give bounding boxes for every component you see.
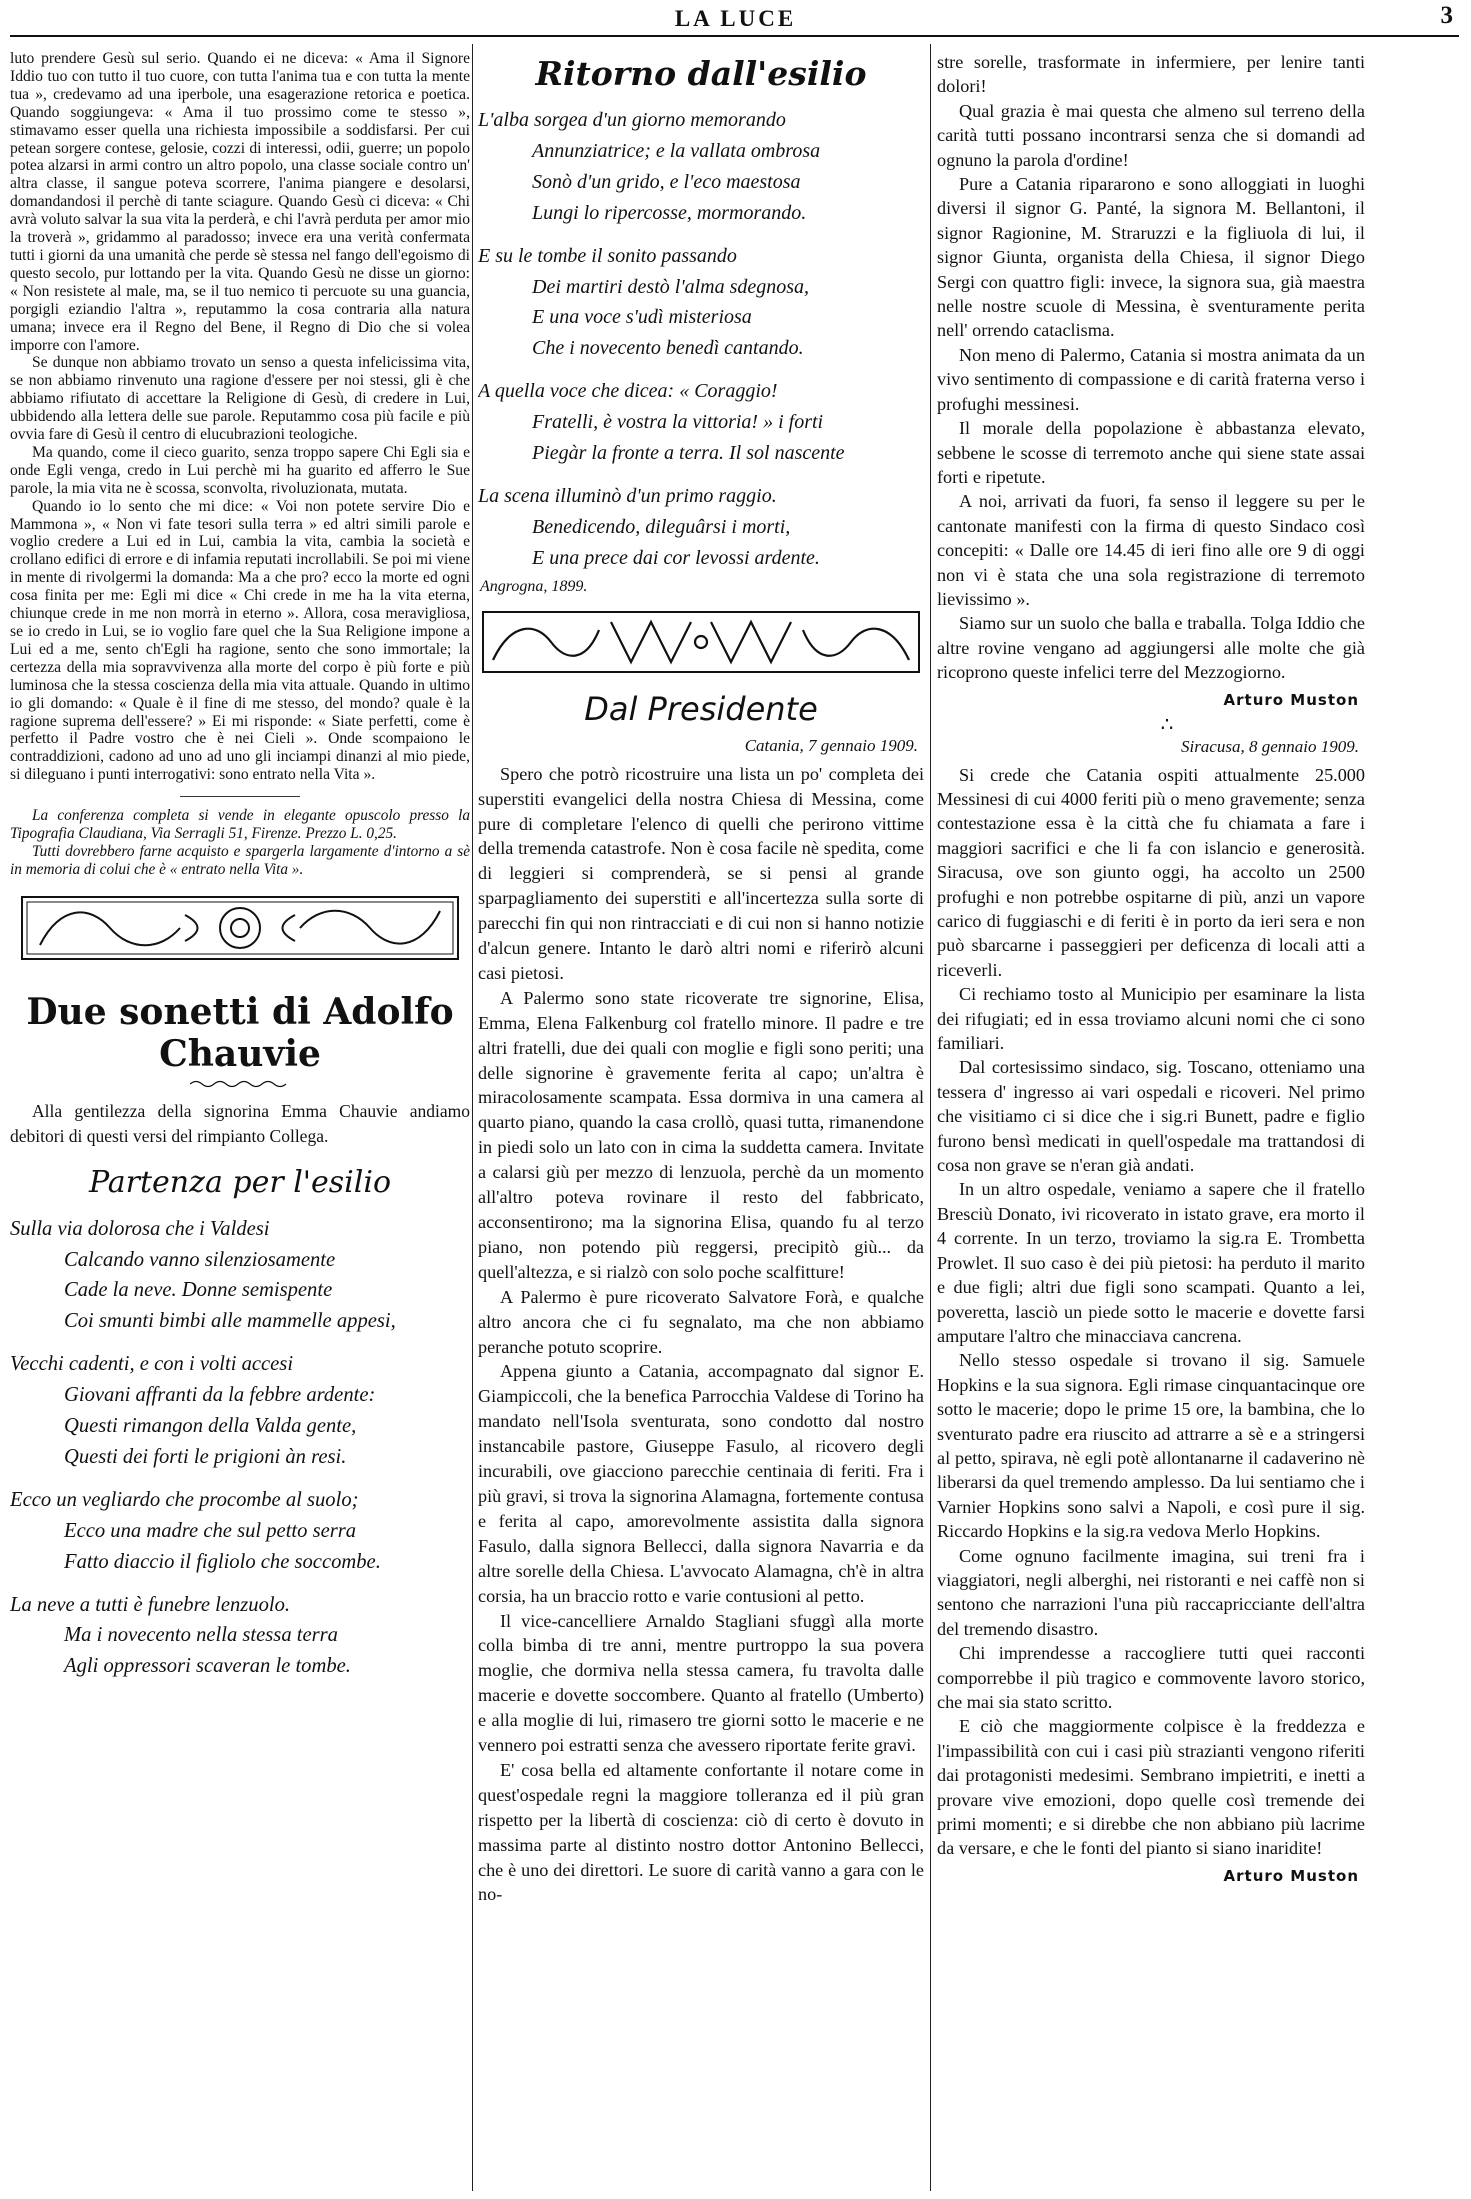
stanza [10, 1590, 470, 1683]
paragraph: Il morale della popolazione è abbastanza elevato, sebbene le scosse di terremoto anche qui siene state assai forti e ripetute. [937, 418, 1365, 487]
paragraph: Quando io lo sento che mi dice: « Voi non potete servire Dio e Mammona », « Non vi fate tesori sulla terra » ed altri simili parole e voglio credere a Lui ed in Lui, cambia la vita, cambia la società e crollano edifici di errore e di infamia reputati incrollabili. Se poi mi viene in mente di rivolgermi la domanda: Ma a che pro? ecco la morte ed ogni cosa finita per me: Egli mi dice « Chi crede in me ha la vita eterna, chiunque crede in me non morrà in eterno ». Allora, cosa meravigliosa, se io credo in Lui, se io voglio fare quel che la Sua Religione impone a Lui ed a me, sento ch'Egli ha ragione, sento che sono immortale; la certezza della mia sopravvivenza alla morte del corpo è più forte e più luminosa che la stessa coscienza della mia vita attuale. Quando in ultimo io gli domando: « Quale è il fine di me stesso, del mondo? quale è la ragione suprema dell'essere? » Ei mi risponde: « Siate perfetti, come è perfetto il Padre vostro che è nei Cieli ». Onde scompaiono le contraddizioni, cadono ad uno ad uno gli inciampi dinanzi al mio piede, si dileguano i punti interrogativi: sono entrato nella Vita ». [10, 497, 470, 784]
sonnets-title: Due sonetti di Adolfo Chauvie [26, 990, 454, 1075]
verse-line: Ecco un vegliardo che procombe al suolo; [10, 1488, 359, 1511]
header-rule [10, 35, 1459, 37]
paragraph: Pure a Catania ripararono e sono alloggiati in luoghi diversi il signor G. Panté, la signora M. Bellantoni, il signor Ragionine, M. Straruzzi e la figliuola di lui, il signor Giunta, organista della Chiesa, il signor Diego Sergi con quattro figli: invece, la signora sua, già maestra nelle nostre scuole di Messina, è sventuramente perita nell' orrendo cataclisma. [937, 174, 1365, 341]
publication-note: Tutti dovrebbero farne acquisto e spargerla largamente d'intorno a sè in memoria di colui che è « entrato nella Vita ». [10, 842, 470, 878]
verse-line: Annunziatrice; e la vallata ombrosa [532, 139, 821, 162]
page-header [0, 0, 1471, 44]
paragraph: Dal cortesissimo sindaco, sig. Toscano, otteniamo una tessera d' ingresso ai vari ospedali e ricoveri. Nel primo che visitiamo ci si dice che i sig.ri Bunett, padre e figlio furono bensì medicati in quell'ospedale ma trattandosi di cosa non grave se n'eran già andati. [937, 1057, 1365, 1176]
paragraph: E ciò che maggiormente colpisce è la freddezza e l'impassibilità con cui i casi più strazianti vengono riferiti dai protagonisti medesimi. Sembrano impietriti, e inetti a provare vive emozioni, dopo quelle così tremende dei primi momenti; e si direbbe che non abbiano più lacrime da versare, e che le fonti del pianto si siano inaridite! [937, 1716, 1365, 1859]
paragraph: Spero che potrò ricostruire una lista un po' completa dei superstiti evangelici della nostra Chiesa di Messina, come pure di completare l'elenco di quelli che perirono vittime della tremenda catastrofe. Non è cosa facile nè spedita, come di leggieri si comprenderà, se si pensi al grande sparpagliamento dei superstiti e all'incertezza sulla sorte di parecchi fin qui non rintracciati e di cui non si hanno notizie d'alcun genere. Intanto le darò altri nomi e riferirò alcuni casi pietosi. [478, 763, 924, 983]
page-number: 3 [1440, 2, 1453, 29]
verse-line: E su le tombe il sonito passando [478, 244, 737, 267]
verse-line: La neve a tutti è funebre lenzuolo. [10, 1593, 291, 1616]
paragraph: A noi, arrivati da fuori, fa senso il leggere su per le cantonate manifesti con la firma di questo Sindaco così concepiti: « Dalle ore 14.45 di ieri fino alle ore 9 di oggi non vi è stata che una sola registrazione di terremoto lievissimo ». [937, 491, 1365, 609]
verse-line: Fratelli, è vostra la vittoria! » i forti [532, 411, 824, 434]
column-rule-2 [930, 44, 931, 2191]
column-1 [10, 50, 470, 1694]
signature: Arturo Muston [1223, 1866, 1359, 1885]
paragraph: Siamo sur un suolo che balla e traballa. Tolga Iddio che altre rovine vengano ad aggiungersi alle molte che già ricoprono queste infelici terre del Mezzogiorno. [937, 613, 1365, 683]
section-title: Dal Presidente [584, 689, 818, 728]
paragraph: Ma quando, come il cieco guarito, senza troppo sapere Chi Egli sia e onde Egli venga, credo in Lui perchè mi ha guarito ed afferro le Sue parole, la mia vita ne è scossa, sconvolta, rivoluzionata, mutata. [10, 443, 470, 497]
masthead: LA LUCE [674, 6, 797, 31]
stanza [478, 481, 924, 574]
dateline: Catania, 7 gennaio 1909. [744, 735, 918, 755]
column-rule-1 [472, 44, 473, 2191]
paragraph: A Palermo è pure ricoverato Salvatore Forà, e qualche altro ancora che ci fu segnalato, ma che non abbiamo peranche potuto scoprire. [478, 1286, 924, 1357]
stanza [478, 105, 924, 229]
paragraph: E' cosa bella ed altamente confortante il notare come in quest'ospedale regni la maggiore tolleranza ed il più gran rispetto per la libertà di coscienza: ciò di certo è dovuto in massima parte al distinto nostro dottor Antonino Bellecci, che è uno dei direttori. Le suore di carità vanno a gara con le no- [478, 1759, 924, 1905]
verse-line: Giovani affranti da la febbre ardente: [64, 1384, 376, 1407]
verse-line: Cade la neve. Donne semispente [64, 1279, 333, 1302]
verse-line: Sulla via dolorosa che i Valdesi [10, 1217, 270, 1240]
paragraph: A Palermo sono state ricoverate tre signorine, Elisa, Emma, Elena Falkenburg col fratello minore. Il padre e tre altri fratelli, due dei quali con moglie e figli sono periti; una delle signorine è gravemente ferita al capo; un'altra è miracolosamente scampata. Essa dormiva in una camera al quarto piano, quando la casa crollò, quasi tutta, rimanendone in piedi solo un lato con in cima la suddetta camera. Invitate a calarsi giù per mezzo di lenzuola, perchè da un momento all'altro poteva rovinare il resto del fabbricato, acconsentirono; ma la signorina Elisa, quando fu al terzo piano, non potendo più reggersi, precipitò giù... da quell'altezza, e si rialzò con solo poche scalfitture! [478, 987, 924, 1282]
short-rule [180, 796, 300, 797]
paragraph: Il vice-cancelliere Arnaldo Stagliani sfuggì alla morte colla bimba di tre anni, mentre purtroppo la sua povera moglie, che dormiva nella stessa camera, fu travolta dalle macerie e dovette soccombere. Quanto al fratello (Umberto) e alla moglie di lui, rimasero tre giorni sotto le macerie e ne vennero poi estratti senza che avessero riportate ferite gravi. [478, 1610, 924, 1756]
stanza [478, 376, 924, 469]
column-3 [937, 50, 1365, 1885]
paragraph: In un altro ospedale, veniamo a sapere che il fratello Bresciù Donato, ivi ricoverato in istato grave, era morto il 4 corrente. In un terzo, troviamo la sig.ra E. Trombetta Prowlet. Il suo caso è dei più pietosi: ha perduto il marito e due figli; altri due figli sono scampati. Quanto a lei, poveretta, lasciò un piede sotto le macerie e dovette farsi amputare l'altro che minacciava cancrena. [937, 1179, 1365, 1346]
stanza [10, 1349, 470, 1473]
verse-line: Questi dei forti le prigioni àn resi. [64, 1445, 347, 1468]
paragraph: Chi imprendesse a raccogliere tutti quei racconti comporrebbe il più tragico e commovente lavoro storico, che mai sia stato scritto. [937, 1643, 1365, 1712]
verse-line: Questi rimangon della Valda gente, [64, 1415, 357, 1438]
verse-line: E una voce s'udì misteriosa [532, 306, 752, 329]
verse-line: Fatto diaccio il figliolo che soccombe. [64, 1550, 381, 1573]
verse-line: Agli oppressori scaveran le tombe. [64, 1655, 351, 1678]
verse-line: Ma i novecento nella stessa terra [64, 1624, 338, 1647]
ornament-band-icon [20, 895, 460, 961]
paragraph: Come ognuno facilmente imagina, sui treni fra i viaggiatori, negli alberghi, nei ristoranti e nei caffè non si sentono che narrazioni l'una più raccapricciante dell'altra del tremendo disastro. [937, 1545, 1365, 1639]
paragraph: Se dunque non abbiamo trovato un senso a questa infelicissima vita, se non abbiamo rinvenuto una ragione d'essere per noi stessi, gli è che abbiamo rifiutato di accettare la Religione di Gesù, di credere in Lui, ubbidendo alla lettera delle sue parole. Reputammo cosa più facile e più ovvia fare di Gesù il centro di elucubrazioni teologiche. [10, 354, 470, 444]
verse-line: Dei martiri destò l'alma sdegnosa, [532, 275, 810, 298]
poem-place-date: Angrogna, 1899. [480, 577, 588, 595]
paragraph: Si crede che Catania ospiti attualmente 25.000 Messinesi di cui 4000 feriti più o meno gravemente; senza contestazione essa è la città che fu chiamata a fare i maggiori sacrifici e che li fa con islancio e generosità. Siracusa, ove son giunto oggi, ha accolto un 2500 profughi e non potrebbe ospitarne di più, anzi un vapore carico di fuggiaschi e di feriti è in porto da ieri sera e non può sbarcarne i passeggieri per deficenza di locali atti a riceverli. [937, 764, 1365, 980]
verse-line: Vecchi cadenti, e con i volti accesi [10, 1353, 294, 1376]
verse-line: A quella voce che dicea: « Coraggio! [478, 380, 778, 403]
stanza [478, 241, 924, 365]
verse-line: Coi smunti bimbi alle mammelle appesi, [64, 1310, 396, 1333]
verse-line: Piegàr la fronte a terra. Il sol nascente [532, 442, 845, 465]
paragraph: Nello stesso ospedale si trovano il sig. Samuele Hopkins e la sua signora. Egli rimase cinquantacinque ore sotto le macerie; dopo le prime 15 ore, la bambina, che lo sventurato padre era riuscito ad attrarre a sè e a stringersi al petto, spirava, nè egli potè allontanarne il cadaverino nè liberarsi da quel tremendo amplesso. Da lui sentiamo che i Varnier Hopkins sono salvi a Napoli, e così pure il sig. Riccardo Hopkins e la sig.ra vedova Merlo Hopkins. [937, 1350, 1365, 1542]
verse-line: E una prece dai cor levossi ardente. [532, 546, 820, 569]
paragraph: stre sorelle, trasformate in infermiere, per lenire tanti dolori! [937, 52, 1365, 97]
verse-line: Calcando vanno silenziosamente [64, 1248, 336, 1271]
separator-dots: ∴ [1160, 713, 1174, 736]
poem-title: Ritorno dall'esilio [535, 54, 867, 93]
poem-title: Partenza per l'esilio [88, 1164, 392, 1200]
stanza [10, 1214, 470, 1338]
wavy-rule-icon [190, 1079, 290, 1089]
verse-line: Sonò d'un grido, e l'eco maestosa [532, 170, 801, 193]
verse-line: Ecco una madre che sul petto serra [64, 1519, 357, 1542]
paragraph: Appena giunto a Catania, accompagnato dal signor E. Giampiccoli, che la benefica Parrocchia Valdese di Torino ha mandato nell'Isola sventurata, sono condotto dal nostro instancabile pastore, Giuseppe Fasulo, al ricovero degli incurabili, ove giacciono parecchie centinaia di feriti. Fra i più gravi, si trova la signorina Alamagna, fortemente contusa e ferita al capo, amorevolmente assistita dalla signora Fasulo, dalla signora Bellecci, dalla signora Navarria e da altre sorelle della Chiesa. L'avvocato Alamagna, ch'è in altra corsia, ha un braccio rotto e varie contusioni al petto. [478, 1361, 924, 1606]
verse-line: La scena illuminò d'un primo raggio. [478, 484, 777, 507]
signature: Arturo Muston [1223, 690, 1359, 709]
dateline: Siracusa, 8 gennaio 1909. [1180, 736, 1359, 756]
paragraph: Qual grazia è mai questa che almeno sul terreno della carità tutti possano incontrarsi senza che si domandi ad ognuno la parola d'ordine! [937, 100, 1365, 170]
verse-line: Benedicendo, dileguârsi i morti, [532, 515, 791, 538]
column-2 [478, 50, 924, 1907]
stanza [10, 1485, 470, 1578]
paragraph: Non meno di Palermo, Catania si mostra animata da un vivo sentimento di compassione e di carità fraterna verso i profughi messinesi. [937, 344, 1365, 414]
paragraph: luto prendere Gesù sul serio. Quando ei ne diceva: « Ama il Signore Iddio tuo con tutto il tuo cuore, con tutta l'anima tua e con tutta la mente tua », credevamo ad una iperbole, una esagerazione retorica e poetica. Quando soggiungeva: « Ama il tuo prossimo come te stesso », stimavamo esser quella una richiesta impossibile a soddisfarsi. Per cui petean sorgere contese, gelosie, cozzi di interessi, odii, guerre; un popolo potea alzarsi in armi contro un altro popolo, una classe sociale contro un' altra classe, il sangue poteva scorrere, l'anima piangere e desolarsi, domandandosi il perchè di tante sciagure. Quando Gesù ci diceva: « Chi avrà voluto salvar la sua vita la perderà, e chi l'avrà perduta per amor mio la troverà », gridammo al paradosso; invece era una verità confermata tutti i giorni da una umanità che perde sè stessa nel fango dell'egoismo di questo secolo, pur lottando per la vita. Quando Gesù ne disse un giorno: « Non resistete al male, ma, se il tuo nemico ti percuote su una guancia, porgigli eziandio l'altra », reputammo la cosa contraria alla natura umana; invece era il Regno del Bene, il Regno di Dio che si volea imporre con l'amore. [10, 50, 470, 354]
sonnets-intro: Alla gentilezza della signorina Emma Chauvie andiamo debitori di questi versi del rimpianto Collega. [10, 1100, 470, 1146]
ornament-band-icon [481, 610, 921, 674]
publication-note: La conferenza completa si vende in elegante opuscolo presso la Tipografia Claudiana, Via Serragli 51, Firenze. Prezzo L. 0,25. [10, 807, 470, 843]
verse-line: Che i novecento benedì cantando. [532, 337, 804, 360]
paragraph: Ci rechiamo tosto al Municipio per esaminare la lista dei rifugiati; ed in essa troviamo alcuni nomi che ci sono familiari. [937, 984, 1365, 1054]
verse-line: Lungi lo ripercosse, mormorando. [532, 201, 807, 224]
verse-line: L'alba sorgea d'un giorno memorando [478, 109, 786, 131]
